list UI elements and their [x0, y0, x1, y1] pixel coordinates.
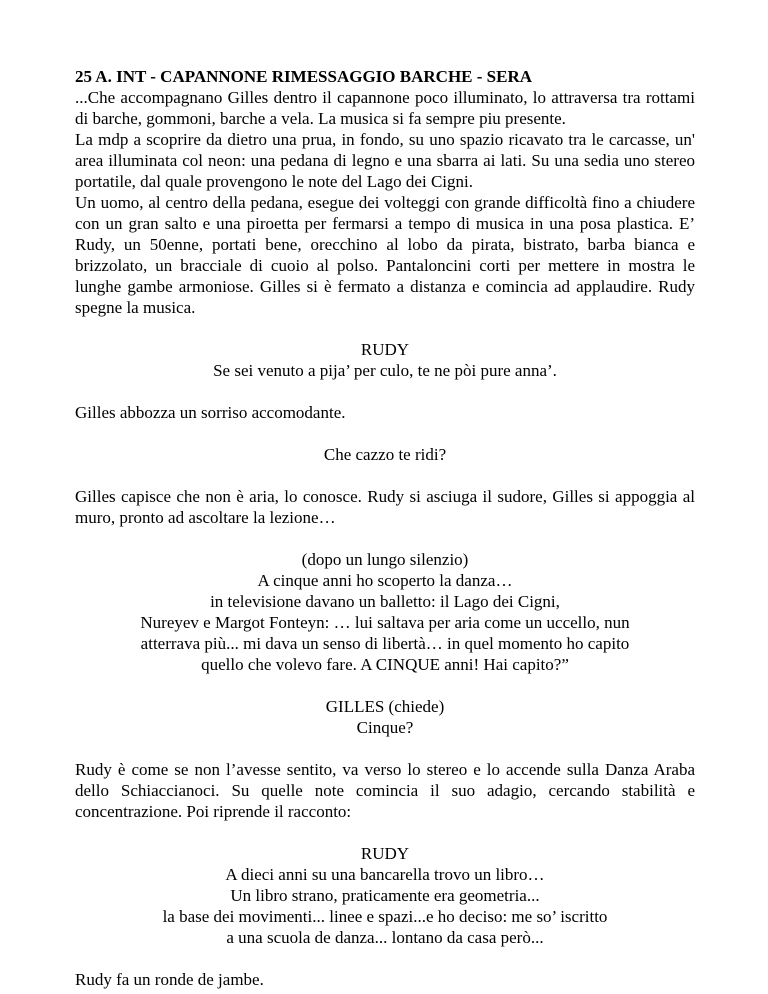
- action-text: Rudy fa un ronde de jambe.: [75, 970, 264, 989]
- action-paragraph-1: [75, 87, 695, 318]
- dialogue-block-gilles: [75, 696, 695, 738]
- dialogue-line: a una scuola de danza... lontano da casa però...: [226, 928, 544, 947]
- dialogue-line: Un libro strano, praticamente era geometria...: [230, 886, 540, 905]
- action-text: Gilles capisce che non è aria, lo conosce. Rudy si asciuga il sudore, Gilles si appoggia al muro, pronto ad ascoltare la lezione…: [75, 487, 695, 527]
- screenplay-page: [75, 66, 695, 990]
- action-paragraph-2: [75, 402, 695, 423]
- dialogue-line: A cinque anni ho scoperto la danza…: [257, 571, 513, 590]
- dialogue-line: A dieci anni su una bancarella trovo un libro…: [225, 865, 545, 884]
- character-name: RUDY: [360, 340, 410, 359]
- action-paragraph-4: [75, 759, 695, 822]
- character-name: RUDY: [360, 844, 410, 863]
- action-text: Un uomo, al centro della pedana, esegue dei volteggi con grande difficoltà fino a chiudere con un gran salto e una piroetta per fermarsi a tempo di musica in una posa plastica. E’ Rudy, un 50enne, portati bene, orecchino al lobo da pirata, bistrato, barba bianca e brizzolato, un bracciale di cuoio al polso. Pantaloncini corti per mettere in mostra le lunghe gambe armoniose. Gilles si è fermato a distanza e comincia ad applaudire. Rudy spegne la musica.: [75, 193, 695, 317]
- dialogue-line: Nureyev e Margot Fonteyn: … lui saltava per aria come un uccello, nun: [140, 613, 630, 632]
- dialogue-line: in televisione davano un balletto: il Lago dei Cigni,: [210, 592, 560, 611]
- character-name: GILLES (chiede): [325, 697, 445, 716]
- parenthetical: (dopo un lungo silenzio): [301, 550, 469, 569]
- dialogue-block-rudy-2: [75, 843, 695, 948]
- action-text: La mdp a scoprire da dietro una prua, in fondo, su uno spazio ricavato tra le carcasse, un' area illuminata col neon: una pedana di legno e una sbarra ai lati. Su una sedia uno stereo portatile, dal quale provengono le note del Lago dei Cigni.: [75, 130, 695, 191]
- scene-heading: 25 A. INT - CAPANNONE RIMESSAGGIO BARCHE - SERA: [75, 67, 533, 86]
- action-paragraph-5: [75, 969, 695, 990]
- action-text: Gilles abbozza un sorriso accomodante.: [75, 403, 346, 422]
- dialogue-block-3: [75, 549, 695, 675]
- action-text: ...Che accompagnano Gilles dentro il capannone poco illuminato, lo attraversa tra rottami di barche, gommoni, barche a vela. La musica si fa sempre piu presente.: [75, 88, 695, 128]
- dialogue-line: quello che volevo fare. A CINQUE anni! Hai capito?”: [201, 655, 569, 674]
- dialogue-line: Se sei venuto a pija’ per culo, te ne pòi pure anna’.: [213, 361, 557, 380]
- action-paragraph-3: [75, 486, 695, 528]
- dialogue-line: Che cazzo te ridi?: [323, 445, 447, 464]
- dialogue-block-2: [75, 444, 695, 465]
- dialogue-line: Cinque?: [356, 718, 414, 737]
- dialogue-line: atterrava più... mi dava un senso di libertà… in quel momento ho capito: [140, 634, 630, 653]
- action-text: Rudy è come se non l’avesse sentito, va verso lo stereo e lo accende sulla Danza Araba dello Schiaccianoci. Su quelle note comincia il suo adagio, cercando stabilità e concentrazione. Poi riprende il racconto:: [75, 760, 695, 821]
- dialogue-line: la base dei movimenti... linee e spazi...e ho deciso: me so’ iscritto: [162, 907, 608, 926]
- dialogue-block-rudy-1: [75, 339, 695, 381]
